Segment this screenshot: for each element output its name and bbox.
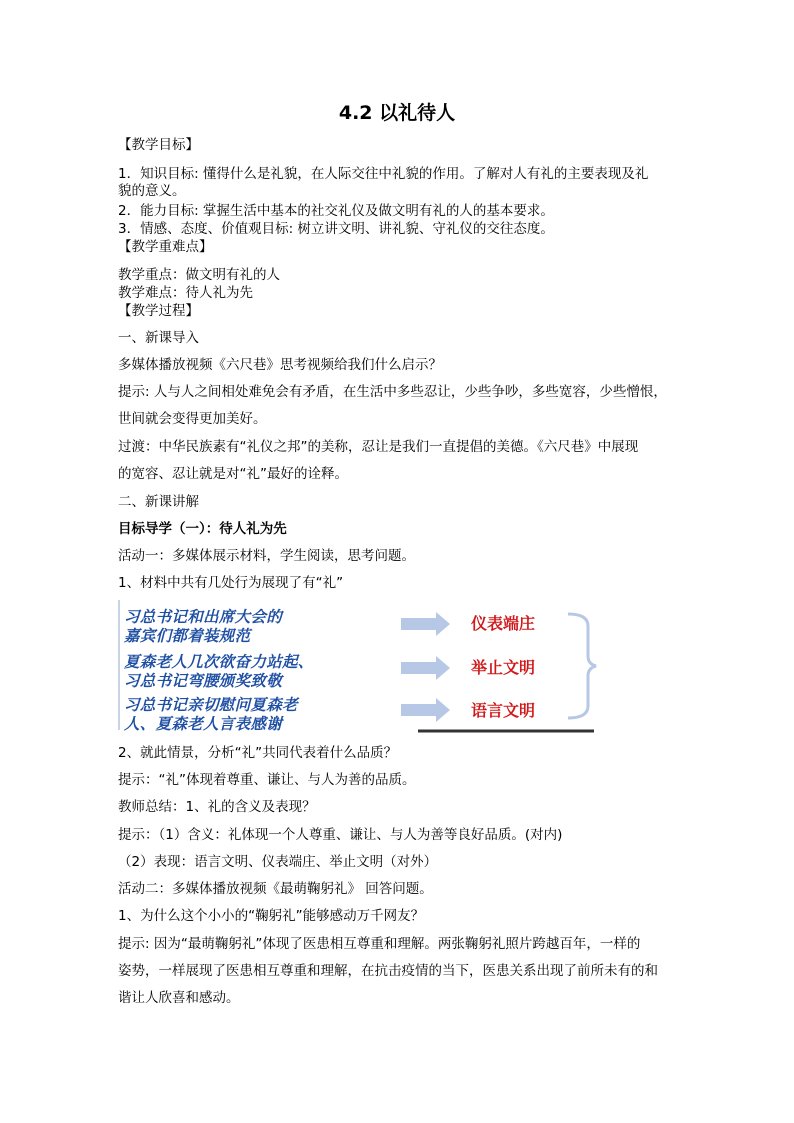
arrow-right-icon [401,698,450,722]
intro-question: 多媒体播放视频《六尺巷》思考视频给我们什么启示？ [118,357,442,373]
figure-row1-line1: 习总书记和出席大会的 [124,608,283,626]
hint-1-line2: 世间就会变得更加美好。 [118,411,267,427]
hint-3-prefix: 提示： [118,827,159,843]
arrow-right-icon [401,612,450,636]
transition-line1: 过渡：中华民族素有“礼仪之邦”的美称，忍让是我们一直提倡的美德。《六尺巷》中展现 [118,439,639,455]
objective-1-line2: 貌的意义。 [118,183,186,199]
figure-label-behaviour: 举止文明 [470,658,535,677]
objective-3: 3．情感、态度、价值观目标: 树立讲文明、讲礼貌、守礼仪的交往态度。 [118,221,554,237]
hint-4-line3: 谐让人欣喜和感动。 [118,990,240,1006]
hint-4-line1: 提示: 因为“最萌鞠躬礼”体现了医患相互尊重和理解。两张鞠躬礼照片跨越百年，一样的 [118,936,641,952]
objective-2: 2．能力目标: 掌握生活中基本的社交礼仪及做文明有礼的人的基本要求。 [118,203,554,219]
section-new-lesson-intro: 一、新课导入 [118,330,199,346]
hint-2: 提示：“礼”体现着尊重、谦让、与人为善的品质。 [118,772,416,788]
question-2: 2、就此情景，分析“礼”共同代表着什么品质？ [118,745,398,761]
transition-line2: 的宽容、忍让就是对“礼”最好的诠释。 [118,466,348,482]
courtesy-figure [118,598,598,734]
process-heading: 【教学过程】 [118,303,199,319]
figure-row3-line2: 人、夏森老人言表感谢 [124,715,283,733]
figure-row1-line2: 嘉宾们都着装规范 [124,627,251,645]
hint-3-part2: （2）表现：语言文明、仪表端庄、举止文明（对外） [118,854,438,870]
section-new-lesson-explain: 二、新课讲解 [118,494,199,510]
figure-label-language: 语言文明 [470,701,535,720]
hint-4-line2: 姿势，一样展现了医患相互尊重和理解，在抗击疫情的当下，医患关系出现了前所未有的和 [118,963,658,979]
teacher-summary: 教师总结：1、礼的含义及表现？ [118,799,316,815]
key-points-heading: 【教学重难点】 [118,239,213,255]
goal-1: 目标导学（一）：待人礼为先 [118,521,287,537]
objectives-heading: 【教学目标】 [118,137,199,153]
question-3: 1、为什么这个小小的“鞠躬礼”能够感动万千网友？ [118,908,425,924]
hint-1-line1: 提示: 人与人之间相处难免会有矛盾，在生活中多些忍让，少些争吵，多些宽容，少些憎恨， [118,384,667,400]
brace-icon [568,614,596,718]
hint-3-body: （1）含义：礼体现一个人尊重、谦让、与人为善等良好品质。(对内) [158,827,563,843]
activity-2: 活动二：多媒体播放视频《最萌鞠躬礼》 回答问题。 [118,881,433,897]
activity-1: 活动一：多媒体展示材料，学生阅读，思考问题。 [118,548,415,564]
figure-label-appearance: 仪表端庄 [470,614,535,633]
figure-row3-line1: 习总书记亲切慰问夏森老 [124,696,298,714]
figure-row2-line1: 夏森老人几次欲奋力站起、 [124,653,314,671]
objective-1-line1: 1．知识目标: 懂得什么是礼貌，在人际交往中礼貌的作用。了解对人有礼的主要表现及礼 [118,166,649,182]
hint-3 [118,826,562,844]
figure-row2-line2: 习总书记弯腰颁奖致敬 [124,672,283,690]
arrow-right-icon [401,656,450,680]
page-title: 4.2 以礼待人 [338,102,456,124]
teaching-focus: 教学重点：做文明有礼的人 [118,267,280,283]
teaching-difficulty: 教学难点：待人礼为先 [118,285,253,301]
question-1: 1、材料中共有几处行为展现了有“礼” [118,575,344,591]
